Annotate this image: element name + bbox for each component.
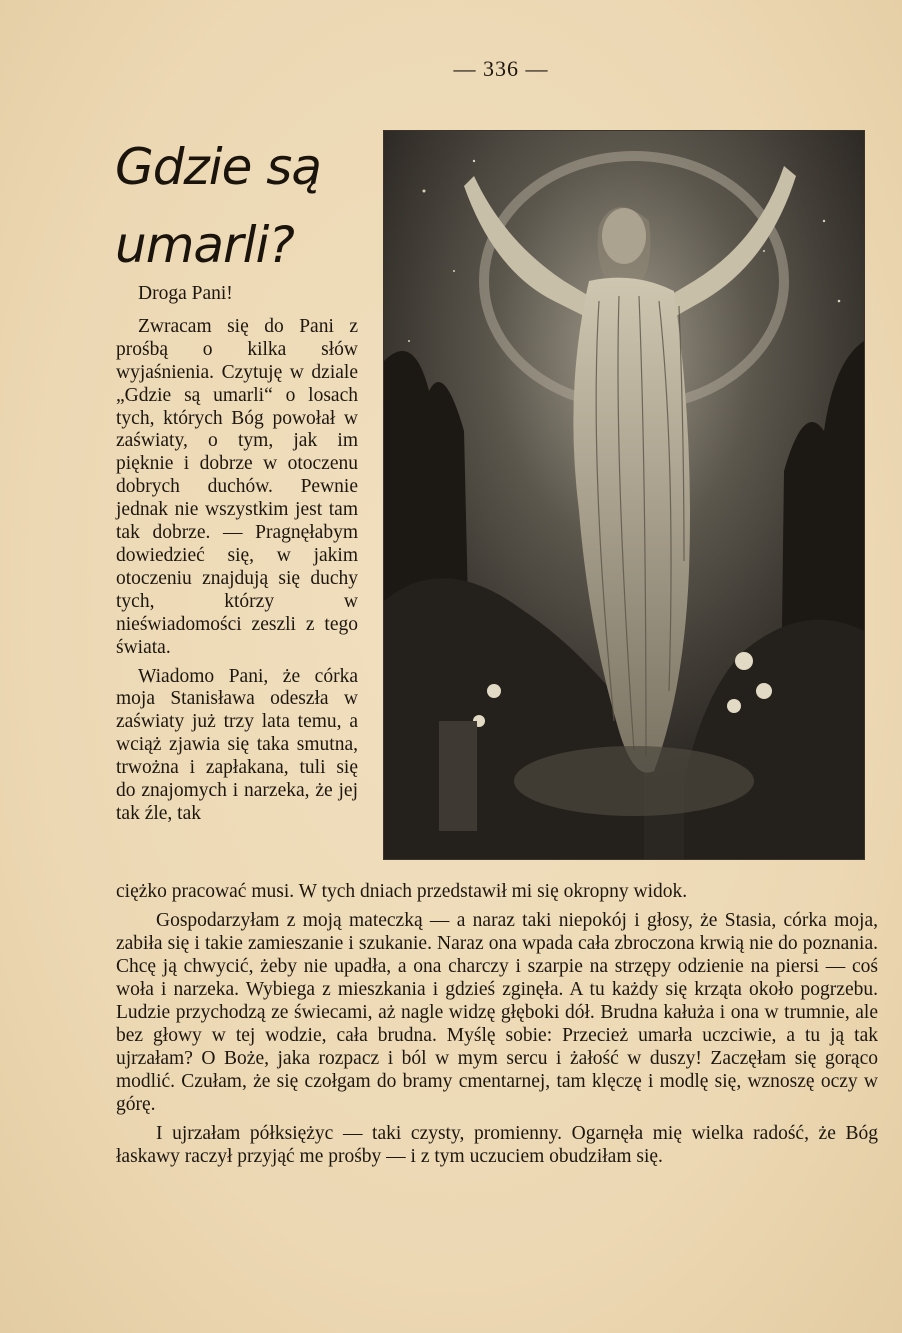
page-number: — 336 —	[453, 56, 549, 81]
engraving-image	[384, 131, 864, 859]
title-line-1: Gdzie są	[115, 138, 321, 196]
full-width-text	[116, 880, 878, 1174]
paragraph-1: Zwracam się do Pani z prośbą o kilka słów wyjaśnienia. Czytuję w dziale „Gdzie są umarli“ o losach tych, których Bóg powołał w zaświaty, o tym, jak im pięknie i dobrze w otoczenu dobrych duchów. Pewnie jednak nie wszystkim jest tam tak dobrze. — Pragnęłabym dowiedzieć się, w jakim otoczeniu znajdują się duchy tych, którzy w nieświadomości zeszli z tego świata.	[116, 315, 358, 658]
paragraph-3: Gospodarzyłam z moją mateczką — a naraz taki niepokój i głosy, że Stasia, córka moja, zabiła się i takie zamieszanie i szukanie. Naraz ona wpada cała zbroczona krwią nie do poznania. Chcę ją chwycić, żeby nie upadła, a ona charczy i szarpie na strzępy odzienie na piersi — coś woła i narzeka. Wybiega z mieszkania i gdzieś zginęła. A tu każdy się krząta około pogrzebu. Ludzie przychodzą ze świecami, aż nagle widzę głęboki dół. Brudna kałuża i ona w trumnie, ale bez głowy w tej wodzie, cała brudna. Myślę sobie: Przecież umarła uczciwie, a tu ją tak ujrzałam? O Boże, jaka rozpacz i ból w mym sercu i żałość w duszy! Zaczęłam się gorąco modlić. Czułam, że się czołgam do bramy cmentarnej, tam klęczę i modlę się, wznoszę oczy w górę.	[116, 910, 878, 1115]
paragraph-2-start: Wiadomo Pani, że córka moja Stanisława odeszła w zaświaty już trzy lata temu, a wciąż zjawia się taka smutna, trwożna i zapłakana, tuli się do znajomych i narzeka, że jej tak źle, tak	[116, 665, 358, 824]
title-line-2: umarli?	[115, 216, 294, 274]
paragraph-4: I ujrzałam półksiężyc — taki czysty, promienny. Ogarnęła mię wielka radość, że Bóg łaskawy raczył przyjąć me prośby — i z tym uczuciem obudziłam się.	[116, 1123, 878, 1167]
narrow-text-column	[116, 283, 358, 832]
article-title	[115, 128, 375, 284]
paragraph-2-end: ciężko pracować musi. W tych dniach przedstawił mi się okropny widok.	[116, 881, 688, 902]
salutation: Droga Pani!	[138, 283, 233, 304]
ghost-illustration	[384, 131, 864, 859]
